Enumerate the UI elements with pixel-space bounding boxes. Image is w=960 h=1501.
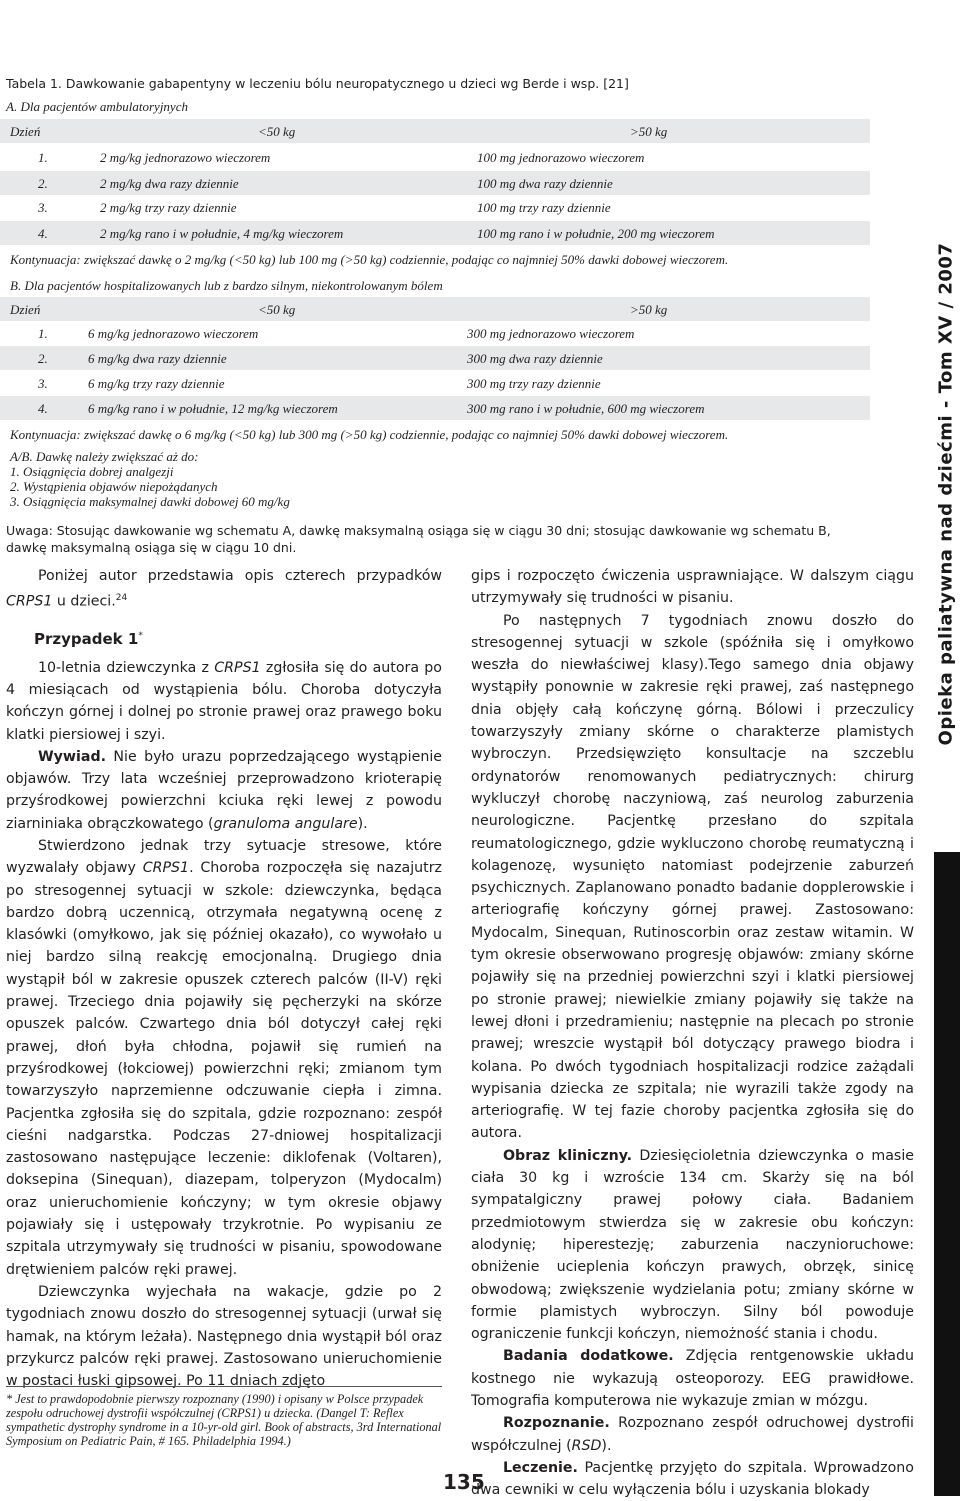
paragraph: Badania dodatkowe. Zdjęcia rentgenowskie układu kostnego nie wykazują osteoporozy. EEG prawidłowe. Tomografia komputerowa nie wykazuje zmian w mózgu. <box>471 1348 914 1409</box>
ab-note-line: 1. Osiągnięcia dobrej analgezji <box>10 464 174 479</box>
cell-low: 2 mg/kg dwa razy dziennie <box>100 176 239 191</box>
cell-high: 300 mg dwa razy dziennie <box>467 351 603 366</box>
cell-day: 1. <box>38 150 48 165</box>
cell-high: 100 mg rano i w południe, 200 mg wieczorem <box>477 226 715 241</box>
table-row <box>0 396 870 420</box>
table-row <box>0 346 870 370</box>
paragraph: Leczenie. Pacjentkę przyjęto do szpitala. Wprowadzono dwa cewniki w celu wyłączenia bólu i uzyskania blokady <box>471 1459 914 1499</box>
cell-high: 100 mg jednorazowo wieczorem <box>477 150 645 165</box>
cell-day: 2. <box>38 351 48 366</box>
cell-day: 4. <box>38 226 48 241</box>
footnote: * Jest to prawdopodobnie pierwszy rozpoznany (1990) i opisany w Polsce przypadek zespołu odruchowej dystrofii współczulnej (CRPS1) u dziecka. (Dangel T: Reflex sympathetic dystrophy syndrome in a 10-yr-old girl. Book of abstracts, 3rd International Symposium on Pediatric Pain, # 165. Philadelphia 1994.) <box>6 1392 442 1448</box>
header-high: >50 kg <box>630 302 668 317</box>
paragraph: Dziewczynka wyjechała na wakacje, gdzie po 2 tygodniach znowu doszło do stresogennej sytuacji (urwał się hamak, na którym leżała). Następnego dnia wystąpił ból oraz przykurcz palców ręki prawej. Zastosowano unieruchomienie w postaci łuski gipsowej. Po 11 dniach zdjęto <box>6 1283 442 1390</box>
running-head: Opieka paliatywna nad dziećmi - Tom XV / 2007 <box>935 242 957 746</box>
paragraph: Stwierdzono jednak trzy sytuacje stresowe, które wyzwalały objawy CRPS1. Choroba rozpoczęła się nazajutrz po stresogennej sytuacji w szkole: dziewczynka, będąca bardzo dobrą uczennicą, otrzymała negatywną ocenę z klasówki (omyłkowo, jak się później okazało), co wywołało u niej bardzo silną reakcję emocjonalną. Drugiego dnia wystąpił ból w zakresie opuszek czterech palców (II-V) ręki prawej. Trzeciego dnia pojawiły się pęcherzyki na skórze opuszek palców. Czwartego dnia ból dotyczył całej ręki prawej, dłoń była chłodna, pojawił się rumień na przyśrodkowej (łokciowej) powierzchni ręki; zmianom tym towarzyszyło naprzemienne odczuwanie ciepła i zimna. Pacjentka zgłosiła się do szpitala, gdzie rozpoznano: zespół cieśni nadgarstka. Podczas 27-dniowej hospitalizacji zastosowano następujące leczenie: diklofenak (Voltaren), doksepina (Sinequan), diazepam, tolperyzon (Mydocalm) oraz unieruchomienie kończyny; w tym okresie objawy pojawiały się i ustępowały trzykrotnie. Po wypisaniu ze szpitala utrzymywały się trudności w pisaniu, spowodowane drętwieniem palców ręki prawej. <box>6 838 442 1278</box>
header-low: <50 kg <box>258 124 296 139</box>
paragraph: Wywiad. Nie było urazu poprzedzającego wystąpienie objawów. Trzy lata wcześniej przeprowadzono krioterapię przyśrodkowej powierzchni kciuka ręki lewej z powodu ziarniniaka obrączkowatego (granuloma angulare). <box>6 748 442 832</box>
sidebar-dark-band <box>934 852 960 1496</box>
cell-high: 300 mg trzy razy dziennie <box>467 376 601 391</box>
intro-paragraph: Poniżej autor przedstawia opis czterech przypadków CRPS1 u dzieci.$^{24}$ <box>6 568 442 611</box>
cell-low: 6 mg/kg rano i w południe, 12 mg/kg wieczorem <box>88 401 338 416</box>
table-row <box>0 321 870 345</box>
paragraph: gips i rozpoczęto ćwiczenia usprawniające. W dalszym ciągu utrzymywały się trudności w pisaniu. <box>471 568 914 607</box>
header-day: Dzień <box>10 124 41 139</box>
paragraph-lead: Rozpoznanie. <box>503 1415 610 1432</box>
page-number: 135 <box>443 1470 485 1494</box>
table-row <box>0 371 870 395</box>
ab-note-line: A/B. Dawkę należy zwiększać aż do: <box>10 449 199 464</box>
table-section-b-title-row <box>0 273 870 297</box>
table-row <box>0 145 870 169</box>
table-section-a-title-row <box>0 94 870 118</box>
paragraph: Obraz kliniczny. Dziesięcioletnia dziewczynka o masie ciała 30 kg i wzroście 134 cm. Skarży się na ból sympatalgiczny prawej połowy ciała. Badaniem przedmiotowym stwierdza się w zakresie obu kończyn: alodynię; hiperestezję; zaburzenia naczynioruchowe: obniżenie ucieplenia kończyn prawych, obrzęk, sinicę obwodową; zwiększenie wydzielania potu; zmiany skórne w formie plamistych wybroczyn. Silny ból powoduje ograniczenie funkcji kończyn, niemożność stania i chodu. <box>471 1147 914 1343</box>
cell-high: 100 mg trzy razy dziennie <box>477 200 611 215</box>
cell-day: 3. <box>38 376 48 391</box>
cell-day: 2. <box>38 176 48 191</box>
paragraph: Po następnych 7 tygodniach znowu doszło do stresogennej sytuacji w szkole (spóźniła się i omyłkowo weszła do niewłaściwej klasy).Tego samego dnia objawy wystąpiły ponownie w zakresie ręki prawej, zaś następnego dnia objęły całą kończynę górną. Bólowi i przeczulicy towarzyszyły zmiany skórne o charakterze plamistych wybroczyn. Przedsięwzięto konsultacje na szczeblu ordynatorów renomowanych pediatrycznych: chirurg wykluczył chorobę naczyniową, zaś neurolog zaburzenia neurologiczne. Pacjentkę przesłano do szpitala reumatologicznego, gdzie wykluczono chorobę reumatyczną i kolagenozę, wysunięto natomiast podejrzenie zaburzeń psychicznych. Zaplanowano ponadto badanie dopplerowskie i arteriografię kończyny górnej prawej. Zastosowano: Mydocalm, Sinequan, Rutinoscorbin oraz zestaw witamin. W tym okresie obserwowano progresję objawów: zmiany skórne pojawiły się na przedniej powierzchni szyi i klatki piersiowej po stronie prawej; niewielkie zmiany pojawiły się także na lewej dłoni i przedramieniu; następnie na plecach po stronie prawej; wreszcie wystąpił ból dotyczący prawego biodra i kolana. Po dwóch tygodniach hospitalizacji rodzice zażądali wypisania dziecka ze szpitala; nie wyrazili także zgody na arteriografię. W tej fazie choroby pacjentka zgłosiła się do autora. <box>471 612 914 1142</box>
section-a-title: A. Dla pacjentów ambulatoryjnych <box>6 99 188 114</box>
left-column <box>6 565 442 1392</box>
section-b-title: B. Dla pacjentów hospitalizowanych lub z bardzo silnym, niekontrolowanym bólem <box>10 278 443 293</box>
cell-low: 2 mg/kg jednorazowo wieczorem <box>100 150 271 165</box>
paragraph-lead: Leczenie. <box>503 1459 578 1476</box>
header-day: Dzień <box>10 302 41 317</box>
paragraph: 10-letnia dziewczynka z CRPS1 zgłosiła się do autora po 4 miesiącach od wystąpienia bólu. Choroba dotyczyła kończyn górnej i dolnej po stronie prawej oraz prawego boku klatki piersiowej i szyi. <box>6 659 442 743</box>
cell-high: 300 mg jednorazowo wieczorem <box>467 326 635 341</box>
ab-notes <box>10 449 290 509</box>
table-header-row <box>0 297 870 321</box>
case-heading: Przypadek 1* <box>34 630 143 649</box>
paragraph-lead: Badania dodatkowe. <box>503 1348 674 1365</box>
paragraph: Rozpoznanie. Rozpoznano zespół odruchowej dystrofii współczulnej (RSD). <box>471 1415 914 1454</box>
cell-low: 6 mg/kg trzy razy dziennie <box>88 376 225 391</box>
ab-note-line: 3. Osiągnięcia maksymalnej dawki dobowej 60 mg/kg <box>10 494 290 509</box>
header-low: <50 kg <box>258 302 296 317</box>
cell-high: 100 mg dwa razy dziennie <box>477 176 613 191</box>
table-note: Uwaga: Stosując dawkowanie wg schematu A, dawkę maksymalną osiąga się w ciągu 30 dni; stosując dawkowanie wg schematu B, dawkę maksymalną osiąga się w ciągu 10 dni. <box>6 523 831 555</box>
table-row <box>0 171 870 195</box>
section-b-continuation: Kontynuacja: zwiększać dawkę o 6 mg/kg (<50 kg) lub 300 mg (>50 kg) codziennie, podając co najmniej 50% dawki dobowej wieczorem. <box>10 427 729 442</box>
table-caption: Tabela 1. Dawkowanie gabapentyny w leczeniu bólu neuropatycznego u dzieci wg Berde i wsp. [21] <box>6 76 629 91</box>
cell-day: 4. <box>38 401 48 416</box>
cell-low: 6 mg/kg dwa razy dziennie <box>88 351 227 366</box>
cell-low: 6 mg/kg jednorazowo wieczorem <box>88 326 259 341</box>
cell-day: 1. <box>38 326 48 341</box>
table-row <box>0 195 870 219</box>
header-high: >50 kg <box>630 124 668 139</box>
footnote-rule <box>6 1386 442 1387</box>
table-continuation-row <box>0 422 870 446</box>
cell-low: 2 mg/kg trzy razy dziennie <box>100 200 237 215</box>
ab-note-line: 2. Wystąpienia objawów niepożądanych <box>10 479 218 494</box>
paragraph-lead: Obraz kliniczny. <box>503 1147 633 1164</box>
paragraph-lead: Wywiad. <box>38 748 106 765</box>
cell-low: 2 mg/kg rano i w południe, 4 mg/kg wieczorem <box>100 226 344 241</box>
right-column <box>471 565 914 1501</box>
section-a-continuation: Kontynuacja: zwiększać dawkę o 2 mg/kg (<50 kg) lub 100 mg (>50 kg) codziennie, podając co najmniej 50% dawki dobowej wieczorem. <box>10 252 729 267</box>
table-continuation-row <box>0 247 870 271</box>
table-row <box>0 221 870 245</box>
table-header-row <box>0 119 870 143</box>
cell-high: 300 mg rano i w południe, 600 mg wieczorem <box>467 401 705 416</box>
cell-day: 3. <box>38 200 48 215</box>
